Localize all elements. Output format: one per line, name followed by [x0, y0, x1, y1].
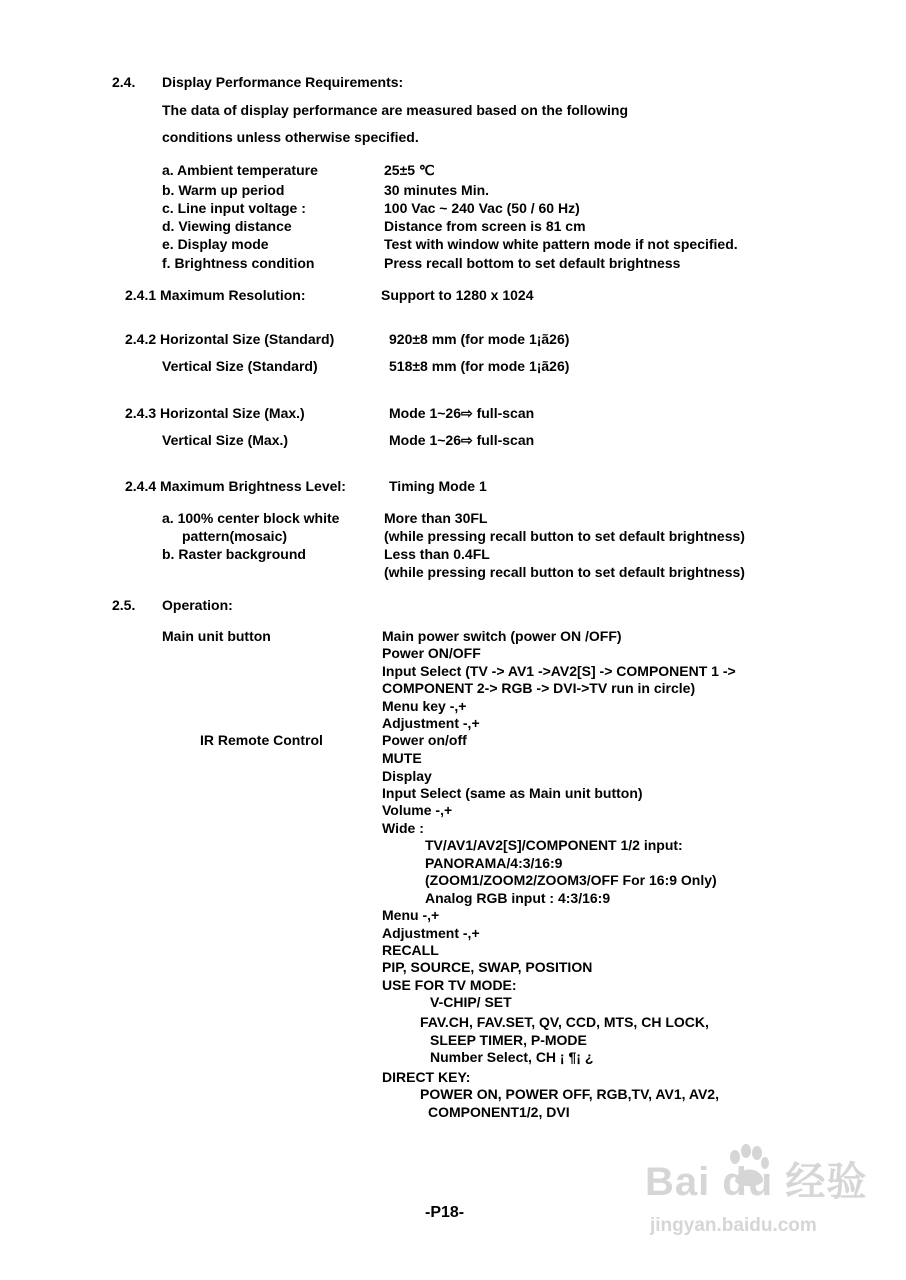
spec-label: 2.4.1 Maximum Resolution: — [125, 287, 306, 303]
spec-label: 2.4.3 Horizontal Size (Max.) — [125, 405, 305, 421]
section-title: Operation: — [162, 597, 233, 613]
operation-line: Adjustment -,+ — [382, 925, 480, 941]
operation-line: COMPONENT 2-> RGB -> DVI->TV run in circle) — [382, 680, 696, 696]
brightness-item-value: More than 30FL — [384, 510, 488, 526]
brightness-item-label: a. 100% center block white — [162, 510, 340, 526]
spec-value: Support to 1280 x 1024 — [381, 287, 534, 303]
condition-label: e. Display mode — [162, 236, 269, 252]
ir-remote-control-label: IR Remote Control — [200, 732, 323, 748]
spec-value: Mode 1~26⇨ full-scan — [389, 432, 535, 448]
spec-label: Vertical Size (Standard) — [162, 358, 318, 374]
operation-line: TV/AV1/AV2[S]/COMPONENT 1/2 input: — [425, 837, 683, 853]
section-number: 2.5. — [112, 597, 136, 613]
condition-value: Distance from screen is 81 cm — [384, 218, 586, 234]
condition-value: 25±5 ℃ — [384, 162, 435, 178]
condition-label: b. Warm up period — [162, 182, 285, 198]
section-title: Display Performance Requirements: — [162, 74, 404, 90]
operation-line: Power on/off — [382, 732, 467, 748]
operation-line: Input Select (TV -> AV1 ->AV2[S] -> COMPONENT 1 -> — [382, 663, 736, 679]
spec-label: 2.4.4 Maximum Brightness Level: — [125, 478, 346, 494]
intro-text-line: conditions unless otherwise specified. — [162, 129, 419, 145]
operation-line: USE FOR TV MODE: — [382, 977, 517, 993]
section-number: 2.4. — [112, 74, 136, 90]
operation-line: POWER ON, POWER OFF, RGB,TV, AV1, AV2, — [420, 1086, 719, 1102]
operation-line: Menu key -,+ — [382, 698, 467, 714]
operation-line: Menu -,+ — [382, 907, 440, 923]
spec-value: 920±8 mm (for mode 1¡ã26) — [389, 331, 570, 347]
spec-value: 518±8 mm (for mode 1¡ã26) — [389, 358, 570, 374]
condition-label: a. Ambient temperature — [162, 162, 318, 178]
operation-line: FAV.CH, FAV.SET, QV, CCD, MTS, CH LOCK, — [420, 1014, 709, 1030]
operation-line: Power ON/OFF — [382, 645, 481, 661]
operation-line: PANORAMA/4:3/16:9 — [425, 855, 563, 871]
brightness-item-label: b. Raster background — [162, 546, 306, 562]
spec-label: 2.4.2 Horizontal Size (Standard) — [125, 331, 335, 347]
brightness-item-label: pattern(mosaic) — [182, 528, 288, 544]
operation-line: Display — [382, 768, 432, 784]
brightness-item-value: (while pressing recall button to set default brightness) — [384, 528, 745, 544]
operation-line: SLEEP TIMER, P-MODE — [430, 1032, 587, 1048]
spec-value: Mode 1~26⇨ full-scan — [389, 405, 535, 421]
operation-line: Main power switch (power ON /OFF) — [382, 628, 622, 644]
operation-line: DIRECT KEY: — [382, 1069, 471, 1085]
page-number: -P18- — [425, 1204, 465, 1221]
condition-value: Press recall bottom to set default brightness — [384, 255, 681, 271]
operation-line: Adjustment -,+ — [382, 715, 480, 731]
condition-label: d. Viewing distance — [162, 218, 292, 234]
operation-line: RECALL — [382, 942, 439, 958]
operation-line: (ZOOM1/ZOOM2/ZOOM3/OFF For 16:9 Only) — [425, 872, 717, 888]
condition-label: c. Line input voltage : — [162, 200, 306, 216]
main-unit-button-label: Main unit button — [162, 628, 271, 644]
operation-line: Number Select, CH ¡ ¶¡ ¿ — [430, 1049, 594, 1065]
condition-label: f. Brightness condition — [162, 255, 315, 271]
condition-value: 100 Vac ~ 240 Vac (50 / 60 Hz) — [384, 200, 580, 216]
operation-line: COMPONENT1/2, DVI — [428, 1104, 570, 1120]
brightness-item-value: (while pressing recall button to set default brightness) — [384, 564, 745, 580]
operation-line: Wide : — [382, 820, 424, 836]
operation-line: Analog RGB input : 4:3/16:9 — [425, 890, 611, 906]
operation-line: Input Select (same as Main unit button) — [382, 785, 643, 801]
condition-value: Test with window white pattern mode if not specified. — [384, 236, 738, 252]
watermark-logo: Bai du 经验 — [645, 1160, 868, 1204]
operation-line: Volume -,+ — [382, 802, 453, 818]
operation-line: PIP, SOURCE, SWAP, POSITION — [382, 959, 593, 975]
condition-value: 30 minutes Min. — [384, 182, 490, 198]
operation-line: V-CHIP/ SET — [430, 994, 512, 1010]
brightness-item-value: Less than 0.4FL — [384, 546, 490, 562]
operation-line: MUTE — [382, 750, 422, 766]
spec-value: Timing Mode 1 — [389, 478, 487, 494]
watermark-url: jingyan.baidu.com — [650, 1215, 817, 1236]
spec-label: Vertical Size (Max.) — [162, 432, 289, 448]
intro-text-line: The data of display performance are measured based on the following — [162, 102, 628, 118]
